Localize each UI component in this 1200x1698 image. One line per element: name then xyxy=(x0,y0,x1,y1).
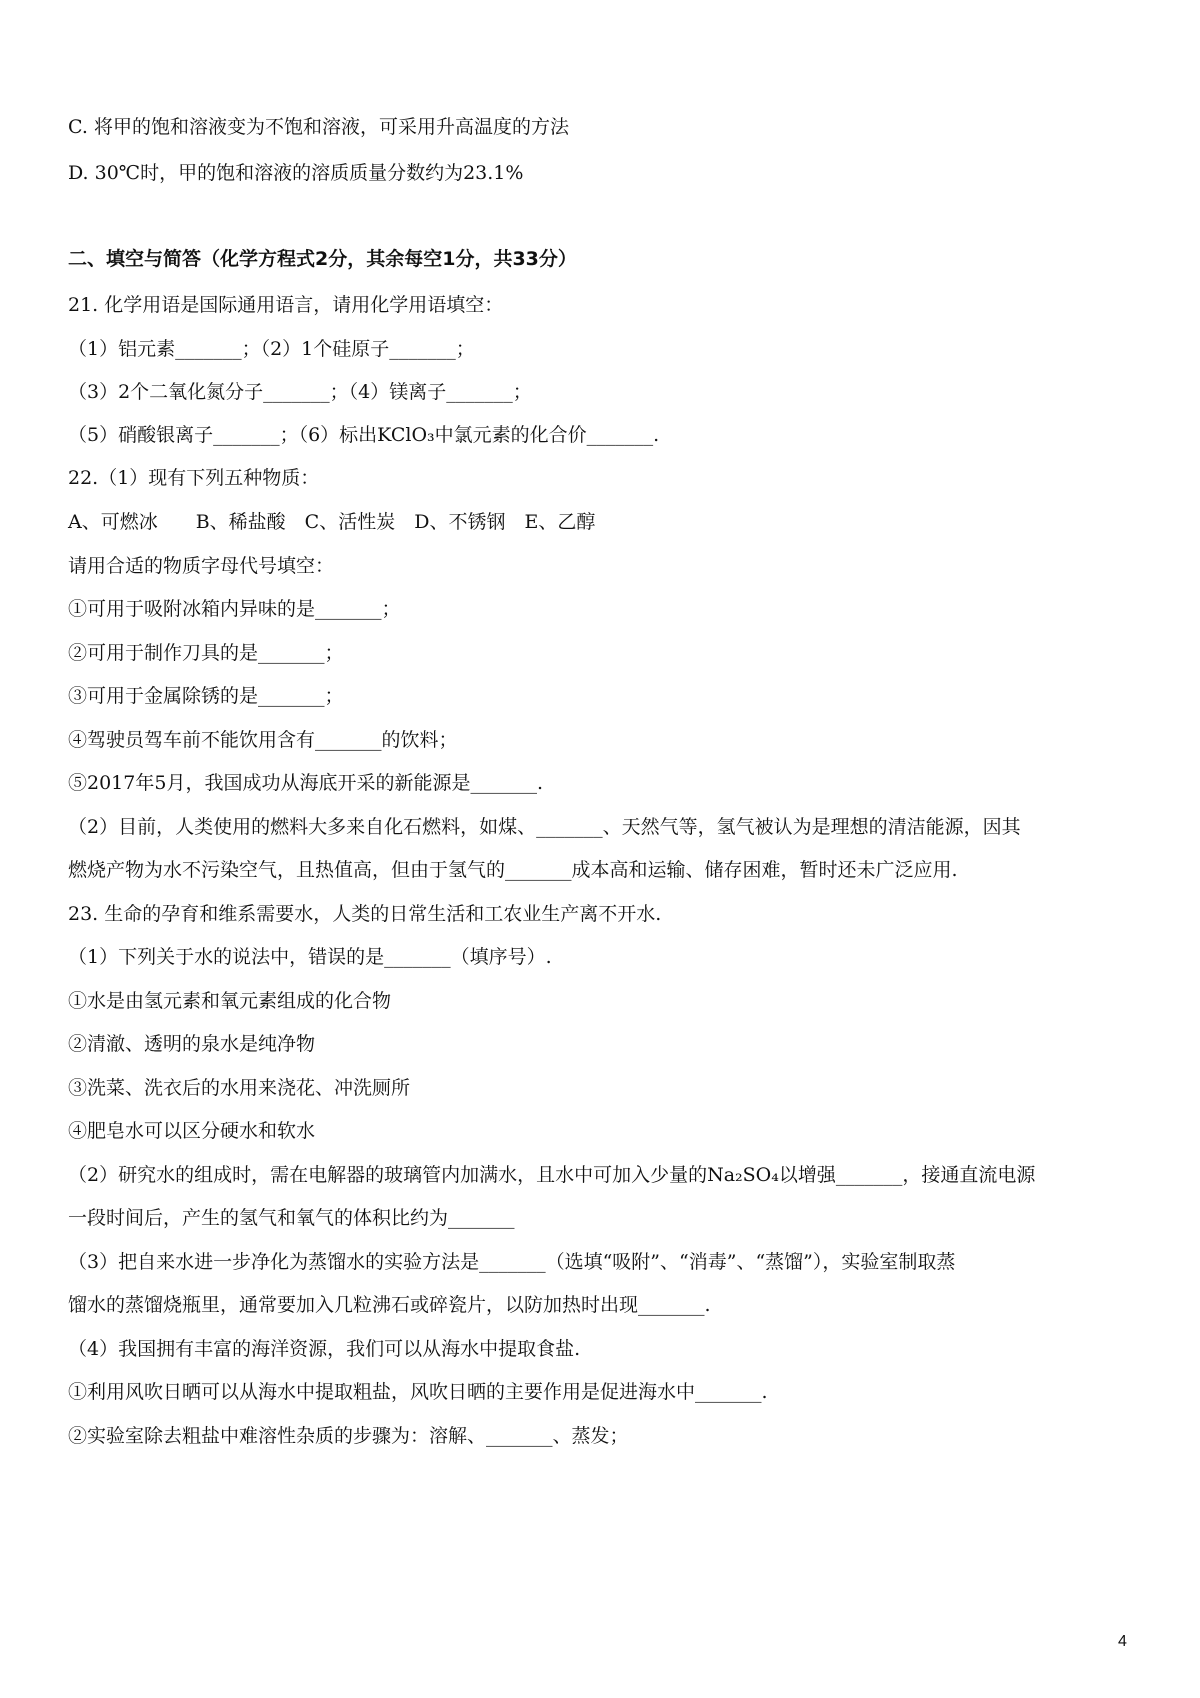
q23-part-4-item-1: ①利用风吹日晒可以从海水中提取粗盐，风吹日晒的主要作用是促进海水中_______. xyxy=(68,1381,768,1403)
q23-item-2: ②清澈、透明的泉水是纯净物 xyxy=(68,1033,316,1055)
q23-part-4-item-2: ②实验室除去粗盐中难溶性杂质的步骤为：溶解、_______、蒸发； xyxy=(68,1425,629,1447)
q22-item-2: ②可用于制作刀具的是_______； xyxy=(68,642,344,664)
q21-line-1: （1）铝元素_______；（2）1个硅原子_______； xyxy=(68,338,475,360)
q23-item-3: ③洗菜、洗衣后的水用来浇花、冲洗厕所 xyxy=(68,1077,411,1099)
option-d: D. 30℃时，甲的饱和溶液的溶质质量分数约为23.1% xyxy=(68,162,524,184)
question-21: 21. 化学用语是国际通用语言，请用化学用语填空： xyxy=(68,294,504,316)
q21-line-2: （3）2个二氧化氮分子_______；（4）镁离子_______； xyxy=(68,381,532,403)
q22-item-4: ④驾驶员驾车前不能饮用含有_______的饮料； xyxy=(68,729,458,751)
section-heading: 二、填空与简答（化学方程式2分，其余每空1分，共33分） xyxy=(68,248,577,270)
question-23: 23. 生命的孕育和维系需要水，人类的日常生活和工农业生产离不开水. xyxy=(68,903,662,925)
q22-options: A、可燃冰 B、稀盐酸 C、活性炭 D、不锈钢 E、乙醇 xyxy=(68,511,596,533)
q22-part-2-line-2: 燃烧产物为水不污染空气，且热值高，但由于氢气的_______成本高和运输、储存困难，暂时还未广泛应用. xyxy=(68,859,958,881)
question-22: 22.（1）现有下列五种物质： xyxy=(68,467,320,489)
q22-item-1: ①可用于吸附冰箱内异味的是_______； xyxy=(68,598,401,620)
q23-part-2-line-1: （2）研究水的组成时，需在电解器的玻璃管内加满水，且水中可加入少量的Na₂SO₄以增强_______，接通直流电源 xyxy=(68,1164,1036,1186)
q22-instruction: 请用合适的物质字母代号填空： xyxy=(68,555,335,577)
q22-item-3: ③可用于金属除锈的是_______； xyxy=(68,685,344,707)
q23-item-1: ①水是由氢元素和氧元素组成的化合物 xyxy=(68,990,392,1012)
q22-part-2-line-1: （2）目前，人类使用的燃料大多来自化石燃料，如煤、_______、天然气等，氢气被认为是理想的清洁能源，因其 xyxy=(68,816,1021,838)
q23-part-3-line-2: 馏水的蒸馏烧瓶里，通常要加入几粒沸石或碎瓷片，以防加热时出现_______. xyxy=(68,1294,711,1316)
q21-line-3: （5）硝酸银离子_______；（6）标出KClO₃中氯元素的化合价_______. xyxy=(68,424,660,446)
option-c: C. 将甲的饱和溶液变为不饱和溶液，可采用升高温度的方法 xyxy=(68,116,569,138)
q22-item-5: ⑤2017年5月，我国成功从海底开采的新能源是_______. xyxy=(68,772,543,794)
q23-part-3-line-1: （3）把自来水进一步净化为蒸馏水的实验方法是_______（选填“吸附”、“消毒”、“蒸馏”），实验室制取蒸 xyxy=(68,1251,956,1273)
q23-part-1: （1）下列关于水的说法中，错误的是_______（填序号）. xyxy=(68,946,552,968)
q23-part-2-line-2: 一段时间后，产生的氢气和氧气的体积比约为_______ xyxy=(68,1207,515,1229)
page-number: 4 xyxy=(1118,1633,1127,1650)
q23-item-4: ④肥皂水可以区分硬水和软水 xyxy=(68,1120,316,1142)
q23-part-4: （4）我国拥有丰富的海洋资源，我们可以从海水中提取食盐. xyxy=(68,1338,581,1360)
